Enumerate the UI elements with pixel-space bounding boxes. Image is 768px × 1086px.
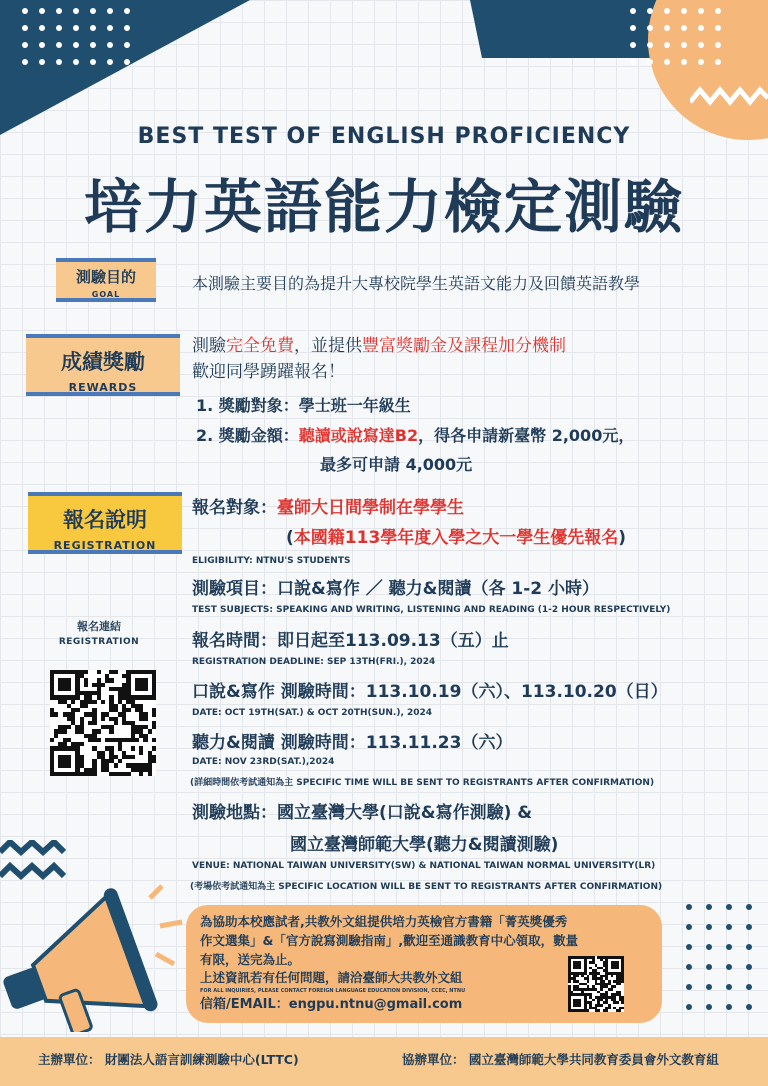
decoration-dot — [664, 25, 670, 31]
decoration-dot — [715, 8, 721, 14]
footer-organizer: 主辦單位： 財團法人語言訓練測驗中心(LTTC) — [38, 1052, 299, 1067]
decoration-dot — [726, 1004, 732, 1010]
registration-link-en: REGISTRATION — [58, 637, 140, 647]
eligibility-value: 臺師大日間學制在學學生 — [277, 498, 464, 518]
rewards-item-2-max: 最多可申請 4,000元 — [320, 455, 473, 474]
decoration-dot — [726, 964, 732, 970]
decoration-dot — [630, 8, 636, 14]
info-line-1: 為協助本校應試者,共教外文組提供培力英檢官方書籍「菁英獎優秀 — [200, 914, 568, 929]
decoration-dot — [124, 59, 130, 65]
zigzag-decoration-top-right — [690, 84, 768, 106]
decoration-dot — [698, 59, 704, 65]
registration-period: 報名時間：即日起至113.09.13（五）止 — [192, 631, 509, 651]
rewards-item-2c: ，得各申請新臺幣 2,000元， — [418, 426, 635, 445]
decoration-dot — [56, 42, 62, 48]
rewards-item-1: 1. 獎勵對象：學士班一年級生 — [196, 396, 411, 415]
decoration-dot — [22, 8, 28, 14]
qr-module — [621, 1009, 624, 1012]
decoration-dot — [706, 924, 712, 930]
decoration-dot — [726, 984, 732, 990]
rewards-line-1c: ，並提供 — [294, 336, 362, 356]
title-english: BEST TEST OF ENGLISH PROFICIENCY — [137, 124, 631, 149]
decoration-dot — [698, 8, 704, 14]
decoration-dot — [107, 59, 113, 65]
decoration-dot — [686, 984, 692, 990]
decoration-dot — [726, 904, 732, 910]
info-line-4: 上述資訊若有任何問題，請洽臺師大共教外文組 — [200, 970, 463, 985]
decoration-dot — [746, 984, 752, 990]
decoration-dot — [746, 904, 752, 910]
decoration-dot — [686, 944, 692, 950]
info-line-2: 作文選集」&「官方說寫測驗指南」,歡迎至通識教育中心領取，數量 — [200, 933, 579, 948]
decoration-dot — [746, 1004, 752, 1010]
decoration-dot — [90, 8, 96, 14]
decoration-dot — [73, 8, 79, 14]
eligibility — [192, 493, 464, 518]
subjects-en: TEST SUBJECTS: SPEAKING AND WRITING, LISTENING AND READING (1-2 HOUR RESPECTIVELY) — [192, 605, 671, 615]
rewards-label-en: REWARDS — [68, 381, 138, 394]
decoration-dot — [715, 59, 721, 65]
decoration-dot — [56, 8, 62, 14]
decoration-dot — [681, 42, 687, 48]
decoration-dot — [73, 59, 79, 65]
decoration-dot — [664, 8, 670, 14]
rewards-label-zh: 成績獎勵 — [61, 350, 145, 374]
info-email[interactable]: 信箱/EMAIL：engpu.ntnu@gmail.com — [200, 997, 463, 1012]
decoration-dot — [22, 42, 28, 48]
decoration-dot — [22, 25, 28, 31]
decoration-dot — [698, 25, 704, 31]
priority-close: ) — [618, 528, 627, 548]
decoration-dot — [107, 42, 113, 48]
venue-line-2: 國立臺灣師範大學(聽力&閱讀測驗) — [290, 835, 559, 855]
dot-grid-decoration-top-right — [630, 8, 721, 65]
decoration-dot — [746, 964, 752, 970]
priority — [286, 523, 626, 548]
rewards-b2: 聽讀或說寫達B2 — [298, 426, 419, 445]
decoration-dot — [706, 984, 712, 990]
decoration-dot — [698, 42, 704, 48]
registration-qr-code[interactable] — [50, 670, 156, 776]
megaphone-icon — [0, 882, 196, 1032]
decoration-dot — [124, 42, 130, 48]
goal-label-zh: 測驗目的 — [75, 268, 136, 286]
decoration-dot — [726, 924, 732, 930]
decoration-dot — [630, 25, 636, 31]
rewards-line-2: 歡迎同學踴躍報名！ — [192, 362, 345, 382]
decoration-dot — [715, 42, 721, 48]
decoration-dot — [39, 59, 45, 65]
decoration-dot — [647, 8, 653, 14]
decoration-dot — [715, 25, 721, 31]
dot-grid-decoration-top-left — [22, 8, 130, 65]
decoration-dot — [73, 42, 79, 48]
sw-test-date: 口說&寫作 測驗時間：113.10.19（六）、113.10.20（日） — [192, 682, 668, 702]
lr-test-date: 聽力&閱讀 測驗時間：113.11.23（六） — [192, 733, 513, 753]
decoration-dot — [73, 25, 79, 31]
decoration-dot — [706, 1004, 712, 1010]
decoration-dot — [686, 964, 692, 970]
info-line-5: FOR ALL INQUIRIES, PLEASE CONTACT FOREIGN LANGUAGE EDUCATION DIVISION, CCEC, NTNU — [200, 988, 466, 994]
decoration-dot — [706, 964, 712, 970]
decoration-dot — [124, 25, 130, 31]
rewards-item-2a: 2. 獎勵金額： — [196, 426, 299, 445]
decoration-dot — [90, 42, 96, 48]
info-qr-code[interactable] — [568, 956, 624, 1012]
registration-label-zh: 報名說明 — [63, 508, 147, 532]
time-note: (詳細時間依考試通知為主 SPECIFIC TIME WILL BE SENT TO REGISTRANTS AFTER CONFIRMATION) — [190, 778, 655, 788]
decoration-dot — [90, 59, 96, 65]
eligibility-en: ELIGIBILITY: NTNU'S STUDENTS — [192, 556, 351, 566]
goal-text: 本測驗主要目的為提升大專校院學生英語文能力及回饋英語教學 — [192, 274, 641, 293]
rewards-incentives: 豐富獎勵金及課程加分機制 — [362, 336, 566, 356]
dot-grid-decoration-bottom-right — [686, 904, 752, 1010]
rewards-label — [26, 334, 180, 396]
decoration-dot — [664, 59, 670, 65]
decoration-dot — [124, 8, 130, 14]
decoration-dot — [107, 25, 113, 31]
venue-note: (考場依考試通知為主 SPECIFIC LOCATION WILL BE SENT TO REGISTRANTS AFTER CONFIRMATION) — [190, 882, 663, 892]
decoration-dot — [90, 25, 96, 31]
eligibility-label: 報名對象： — [192, 498, 277, 518]
decoration-dot — [56, 25, 62, 31]
decoration-dot — [746, 924, 752, 930]
info-text — [200, 912, 579, 1015]
registration-period-en: REGISTRATION DEADLINE: SEP 13TH(FRI.), 2024 — [192, 657, 436, 667]
decoration-dot — [726, 944, 732, 950]
lr-test-date-en: DATE: NOV 23RD(SAT.),2024 — [192, 757, 335, 767]
priority-value: 本國籍113學年度入學之大一學生優先報名 — [293, 528, 619, 548]
decoration-dot — [39, 25, 45, 31]
venue-line-1: 測驗地點：國立臺灣大學(口說&寫作測驗) & — [192, 803, 533, 823]
decoration-dot — [681, 8, 687, 14]
rewards-item-2 — [196, 423, 634, 446]
decoration-dot — [630, 59, 636, 65]
venue-en: VENUE: NATIONAL TAIWAN UNIVERSITY(SW) & NATIONAL TAIWAN NORMAL UNIVERSITY(LR) — [192, 861, 656, 871]
decoration-dot — [647, 42, 653, 48]
registration-label — [28, 492, 182, 554]
decoration-dot — [706, 904, 712, 910]
info-line-3: 有限，送完為止。 — [200, 952, 301, 967]
rewards-line-1 — [192, 331, 566, 356]
decoration-dot — [107, 8, 113, 14]
decoration-dot — [686, 904, 692, 910]
decoration-dot — [681, 59, 687, 65]
decoration-dot — [681, 25, 687, 31]
decoration-dot — [22, 59, 28, 65]
decoration-dot — [686, 1004, 692, 1010]
goal-label — [56, 258, 156, 302]
rewards-line-1a: 測驗 — [192, 336, 226, 356]
title-chinese: 培力英語能力檢定測驗 — [83, 173, 684, 241]
qr-module — [152, 772, 156, 776]
sw-test-date-en: DATE: OCT 19TH(SAT.) & OCT 20TH(SUN.), 2024 — [192, 708, 433, 718]
registration-label-en: REGISTRATION — [53, 539, 157, 552]
decoration-dot — [39, 42, 45, 48]
decoration-dot — [647, 59, 653, 65]
decoration-dot — [56, 59, 62, 65]
registration-link-label — [46, 618, 152, 647]
decoration-dot — [706, 944, 712, 950]
decoration-dot — [647, 25, 653, 31]
priority-open: ( — [286, 528, 294, 548]
decoration-dot — [664, 42, 670, 48]
decoration-dot — [630, 42, 636, 48]
registration-link-zh: 報名連結 — [77, 620, 121, 633]
goal-label-en: GOAL — [91, 290, 121, 299]
footer-co-organizer: 協辦單位： 國立臺灣師範大學共同教育委員會外文教育組 — [402, 1052, 719, 1067]
rewards-free: 完全免費 — [226, 336, 294, 356]
decoration-dot — [39, 8, 45, 14]
decoration-dot — [686, 924, 692, 930]
zigzag-decoration-left — [0, 840, 66, 886]
subjects: 測驗項目：口說&寫作 ／ 聽力&閱讀（各 1-2 小時） — [192, 579, 600, 599]
decoration-dot — [746, 944, 752, 950]
